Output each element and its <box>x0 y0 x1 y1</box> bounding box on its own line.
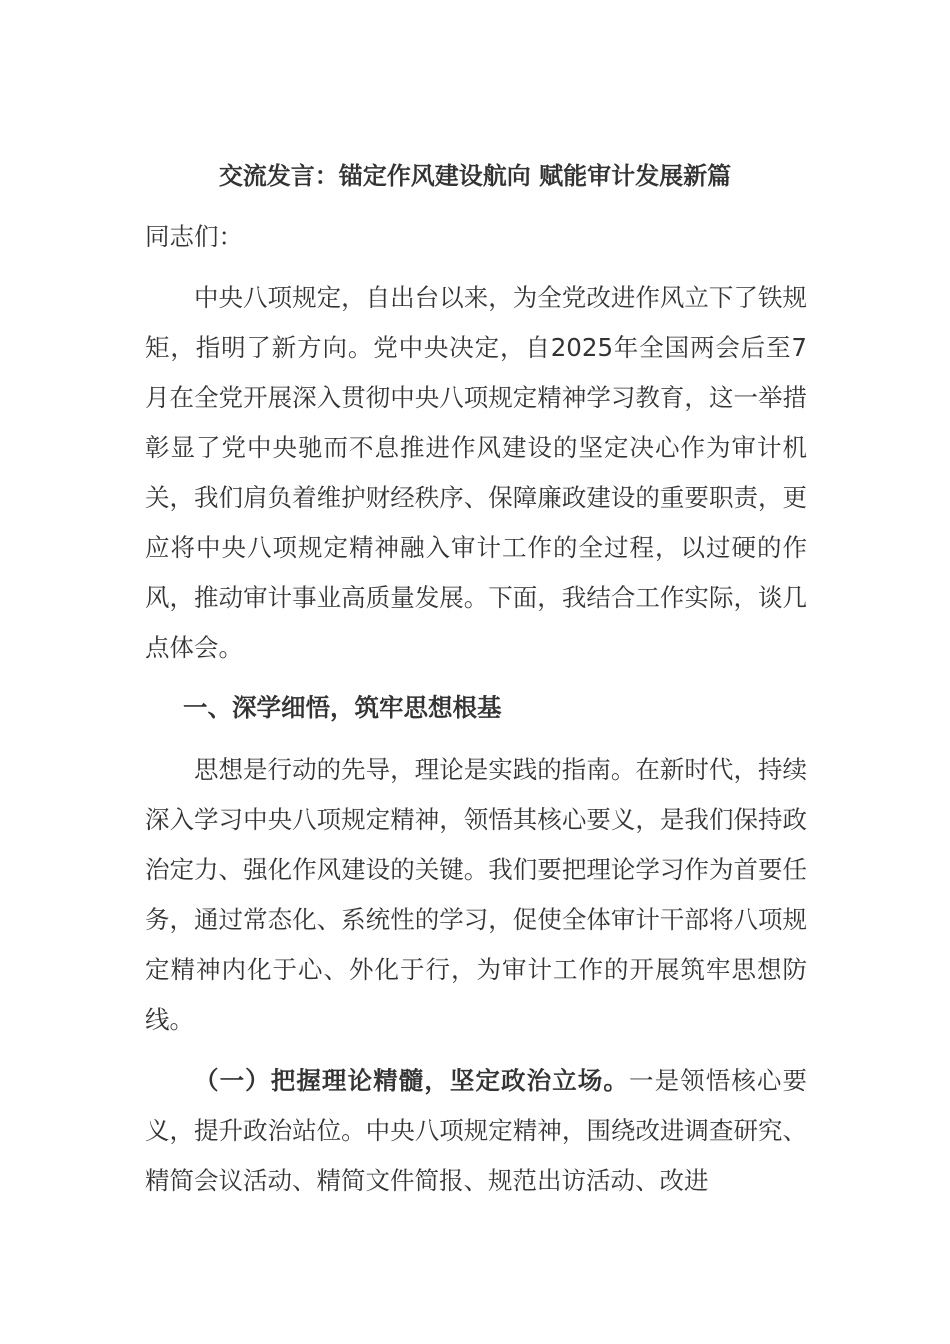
subsection-body-1: 一是领悟核心要义，提升政治站位。中央八项规定精神，围绕改进调查研究、精简会议活动、精简文件简报、规范出访活动、改进 <box>145 1066 808 1195</box>
section-heading-1: 一、深学细悟，筑牢思想根基 <box>183 693 502 722</box>
subsection-heading-1: （一）把握理论精髓，坚定政治立场。 <box>194 1066 629 1095</box>
document-title: 交流发言：锚定作风建设航向 赋能审计发展新篇 <box>218 162 732 190</box>
paragraph-section-1: 思想是行动的先导，理论是实践的指南。在新时代，持续深入学习中央八项规定精神，领悟其核心要义，是我们保持政治定力、强化作风建设的关键。我们要把理论学习作为首要任务，通过常态化、系统性的学习，促使全体审计干部将八项规定精神内化于心、外化于行，为审计工作的开展筑牢思想防线。 <box>145 755 807 1034</box>
paragraph-intro: 中央八项规定，自出台以来，为全党改进作风立下了铁规矩，指明了新方向。党中央决定，自2025年全国两会后至7月在全党开展深入贯彻中央八项规定精神学习教育，这一举措彰显了党中央驰而不息推进作风建设的坚定决心作为审计机关，我们肩负着维护财经秩序、保障廉政建设的重要职责，更应将中央八项规定精神融入审计工作的全过程，以过硬的作风，推动审计事业高质量发展。下面，我结合工作实际，谈几点体会。 <box>145 283 807 662</box>
paragraph-subsection-1 <box>145 1056 807 1206</box>
salutation: 同志们： <box>145 222 243 251</box>
